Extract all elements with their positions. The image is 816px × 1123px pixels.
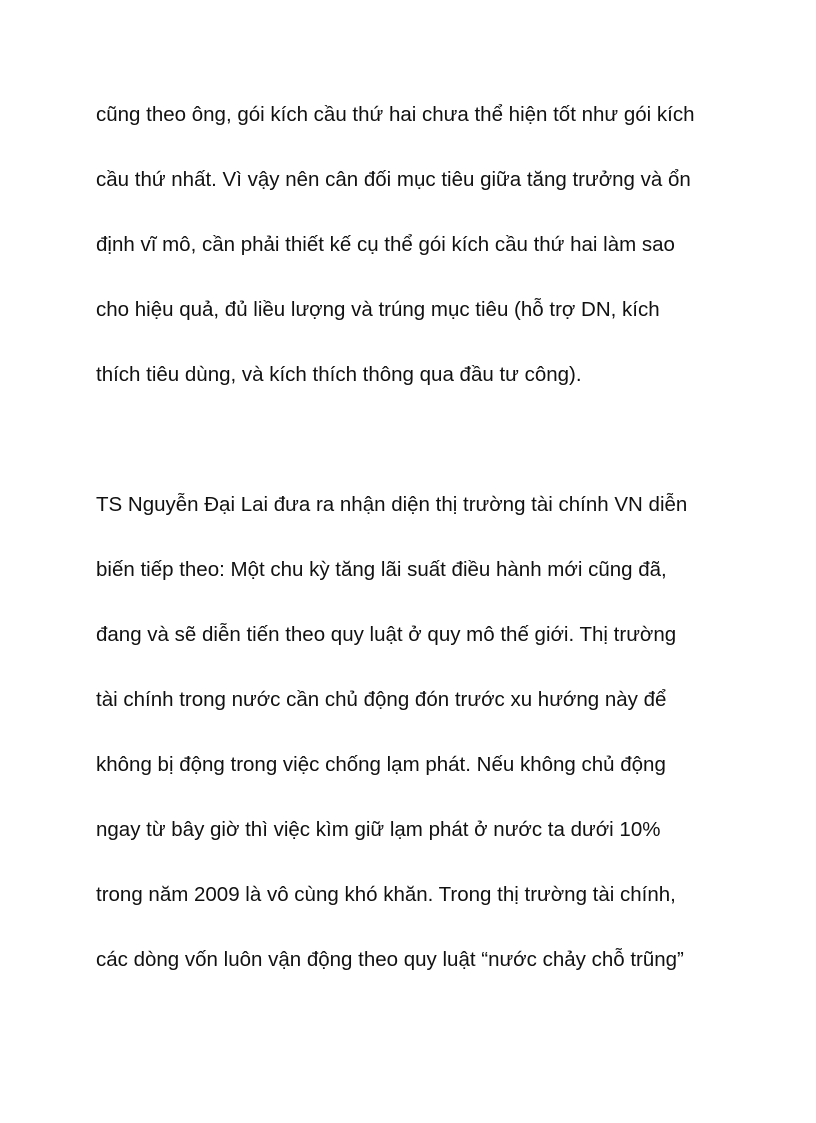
text-line: TS Nguyễn Đại Lai đưa ra nhận diện thị trường tài chính VN diễn [96, 493, 688, 516]
text-line: cầu thứ nhất. Vì vậy nên cân đối mục tiêu giữa tăng trưởng và ổn [96, 168, 691, 191]
text-line: cho hiệu quả, đủ liều lượng và trúng mục tiêu (hỗ trợ DN, kích [96, 298, 660, 321]
text-line: định vĩ mô, cần phải thiết kế cụ thể gói kích cầu thứ hai làm sao [96, 233, 675, 256]
text-line: cũng theo ông, gói kích cầu thứ hai chưa thể hiện tốt như gói kích [96, 103, 695, 126]
text-line: không bị động trong việc chống lạm phát. Nếu không chủ động [96, 753, 666, 776]
text-line: tài chính trong nước cần chủ động đón trước xu hướng này để [96, 688, 667, 711]
text-line: các dòng vốn luôn vận động theo quy luật “nước chảy chỗ trũng” [96, 948, 684, 971]
text-line: biến tiếp theo: Một chu kỳ tăng lãi suất điều hành mới cũng đã, [96, 558, 667, 581]
text-line: đang và sẽ diễn tiến theo quy luật ở quy mô thế giới. Thị trường [96, 623, 677, 646]
text-line: ngay từ bây giờ thì việc kìm giữ lạm phát ở nước ta dưới 10% [96, 818, 661, 841]
text-line: thích tiêu dùng, và kích thích thông qua đầu tư công). [96, 363, 582, 386]
text-line: trong năm 2009 là vô cùng khó khăn. Trong thị trường tài chính, [96, 883, 676, 906]
